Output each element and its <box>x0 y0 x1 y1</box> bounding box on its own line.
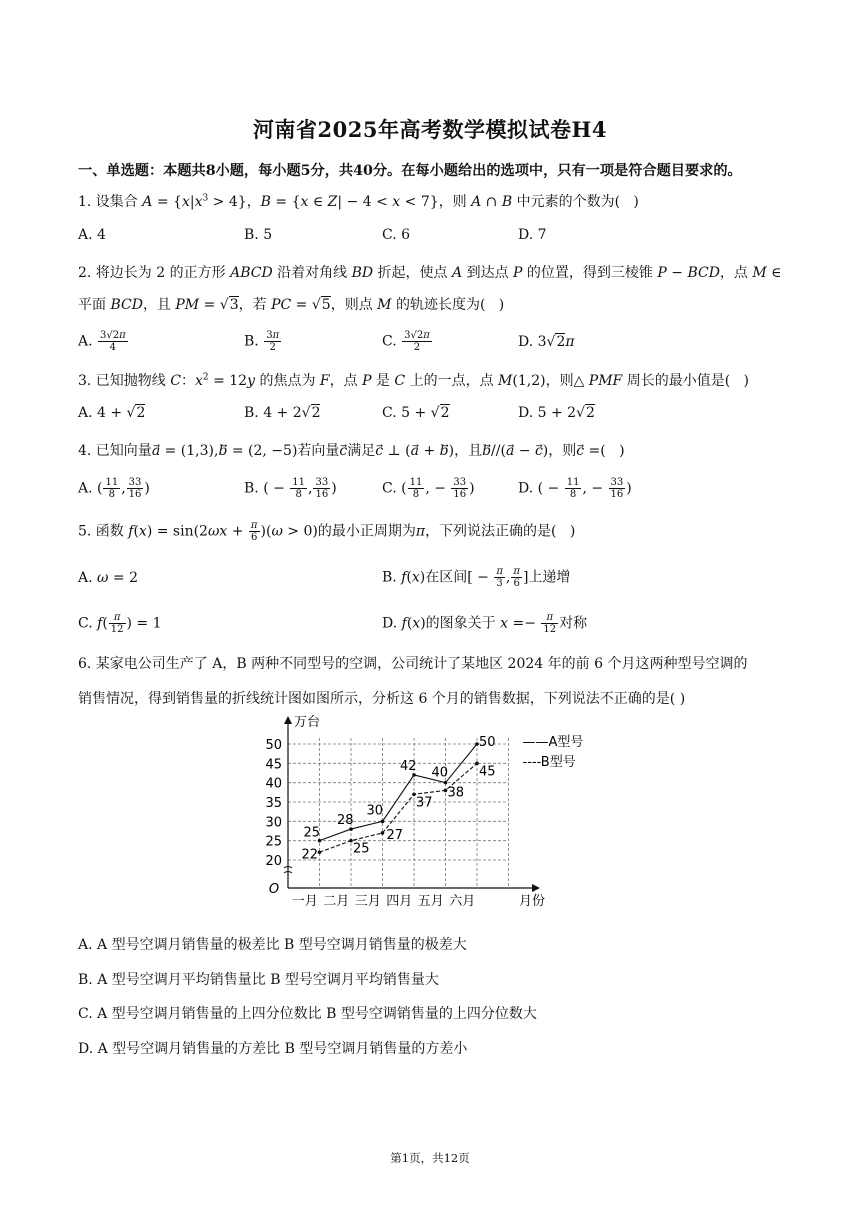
question-1-stem: 1. 设集合 $A = \{x|x^3 > 4\}$，B = {x ∈ Z| − 4 < x < 7}，则 A ∩ B 中元素的个数为( ) <box>78 193 639 210</box>
question-2-stem-line1: 2. 将边长为 2 的正方形 ABCD 沿着对角线 BD 折起，使点 A 到达点 P 的位置，得到三棱锥 P − BCD，点 M ∈ <box>78 265 782 281</box>
data-label-b: 27 <box>386 827 404 843</box>
q3-option-c: C. 5 + √2 <box>382 405 450 421</box>
x-tick-label: 一月 <box>291 894 318 908</box>
y-axis-arrow <box>284 716 292 724</box>
q5-option-b: B. f(x)在区间[ − $\frac{\pi}{3}$ , $\frac{\pi}{6}$ ]上递增 <box>382 566 571 589</box>
q2-option-c: C. $\frac{3√2\pi}{2}$ <box>382 330 430 353</box>
q2-option-a: A. $\frac{3√2\pi}{4}$ <box>78 330 126 353</box>
legend-b: ----B型号 <box>522 755 576 770</box>
series-a-point <box>381 820 385 824</box>
x-axis-arrow <box>532 884 540 892</box>
q3-option-b: B. 4 + 2√2 <box>244 405 321 421</box>
data-label-a: 30 <box>366 803 384 819</box>
q2-option-d: D. 3√2π <box>518 334 575 350</box>
q4-option-b: B. ( − $\frac{11}{8}$ , $\frac{33}{16}$ ) <box>244 477 337 500</box>
question-5-stem: 5. 函数 f(x) = sin(2ωx + $\frac{\pi}{6}$ )(ω > 0)的最小正周期为π，下列说法正确的是( ) <box>78 520 576 543</box>
question-6-stem-line2: 销售情况，得到销售量的折线统计图如图所示，分析这 6 个月的销售数据，下列说法不正确的是( ) <box>78 691 686 707</box>
y-tick-label: 45 <box>265 757 282 773</box>
question-6-stem-line1: 6. 某家电公司生产了 A，B 两种不同型号的空调，公司统计了某地区 2024 年的前 6 个月这两种型号空调的 <box>78 656 748 672</box>
data-label-a: 28 <box>337 813 354 829</box>
question-3-stem: 3. 已知抛物线 C：$x^2 = 12y$ 的焦点为 F，点 P 是 C 上的一点，点 M(1,2)，则△ PMF 周长的最小值是( ) <box>78 372 749 389</box>
x-tick-label: 五月 <box>417 894 444 908</box>
q1-option-d: D. 7 <box>518 227 547 243</box>
sales-line-chart <box>250 712 630 908</box>
x-tick-label: 三月 <box>354 894 381 908</box>
q3-option-d: D. 5 + 2√2 <box>518 405 595 421</box>
data-label-b: 37 <box>416 795 433 811</box>
q2-option-b: B. $\frac{3\pi}{2}$ <box>244 330 280 353</box>
y-tick-label: 20 <box>265 854 282 869</box>
chart-legend <box>523 734 584 770</box>
y-tick-label: 35 <box>265 796 282 811</box>
question-2-stem-line2: 平面 BCD，且 PM = √3，若 PC = √5，则点 M 的轨迹长度为( ) <box>78 297 505 313</box>
q5-option-c: C. f( $\frac{\pi}{12}$ ) = 1 <box>78 612 162 635</box>
series-b-point <box>318 850 322 854</box>
section-heading: 一、单选题：本题共8小题，每小题5分，共40分。在每小题给出的选项中，只有一项是符合题目要求的。 <box>78 163 742 179</box>
y-tick-label: 50 <box>265 738 282 753</box>
data-label-b: 25 <box>353 841 370 857</box>
q6-option-c: C. A 型号空调月销售量的上四分位数比 B 型号空调销售量的上四分位数大 <box>78 1006 537 1022</box>
q3-option-a: A. 4 + √2 <box>78 405 146 421</box>
data-label-a: 42 <box>400 758 417 774</box>
x-tick-label: 二月 <box>323 894 350 908</box>
y-tick-label: 30 <box>265 815 282 831</box>
y-tick-label: 25 <box>265 834 282 850</box>
y-tick-label: 40 <box>265 776 282 792</box>
data-label-b: 22 <box>301 847 319 863</box>
x-tick-label: 四月 <box>386 894 413 908</box>
q5-option-a: A. ω = 2 <box>78 570 138 586</box>
q5-option-d: D. f(x)的图象关于 x =− $\frac{\pi}{12}$ 对称 <box>382 612 588 635</box>
y-axis-label: 万台 <box>294 715 321 730</box>
page-title: 河南省2025年高考数学模拟试卷H4 <box>253 117 607 142</box>
q6-option-a: A. A 型号空调月销售量的极差比 B 型号空调月销售量的极差大 <box>78 937 467 953</box>
data-label-a: 40 <box>431 765 449 781</box>
x-tick-label: 六月 <box>449 894 476 908</box>
q6-option-d: D. A 型号空调月销售量的方差比 B 型号空调月销售量的方差小 <box>78 1041 468 1057</box>
series-a-point <box>444 781 448 785</box>
legend-a: ——A型号 <box>522 735 584 750</box>
data-label-a: 50 <box>479 735 496 750</box>
data-label-b: 45 <box>479 764 496 780</box>
q1-option-c: C. 6 <box>382 227 411 243</box>
q1-option-a: A. 4 <box>78 227 106 243</box>
origin-label: O <box>268 882 280 897</box>
question-4-stem: 4. 已知向量a⃗ = (1,3),b⃗ = (2, −5)若向量c⃗满足c⃗ ⊥ (a⃗ + b⃗)，且b⃗//(a⃗ − c⃗)，则c⃗ =( ) <box>78 443 625 459</box>
chart-axes <box>284 716 540 892</box>
data-label-b: 38 <box>447 785 465 801</box>
q1-option-b: B. 5 <box>244 227 273 243</box>
q4-option-d: D. ( − $\frac{11}{8}$ , − $\frac{33}{16}$ ) <box>518 477 632 500</box>
q4-option-a: A. ( $\frac{11}{8}$ , $\frac{33}{16}$ ) <box>78 477 150 500</box>
q4-option-c: C. ( $\frac{11}{8}$ , − $\frac{33}{16}$ ) <box>382 477 475 500</box>
q6-option-b: B. A 型号空调月平均销售量比 B 型号空调月平均销售量大 <box>78 972 439 988</box>
x-axis-label: 月份 <box>518 894 546 908</box>
series-b-point <box>381 831 385 835</box>
data-label-a: 25 <box>303 825 321 841</box>
page-footer: 第1页，共12页 <box>390 1151 470 1165</box>
